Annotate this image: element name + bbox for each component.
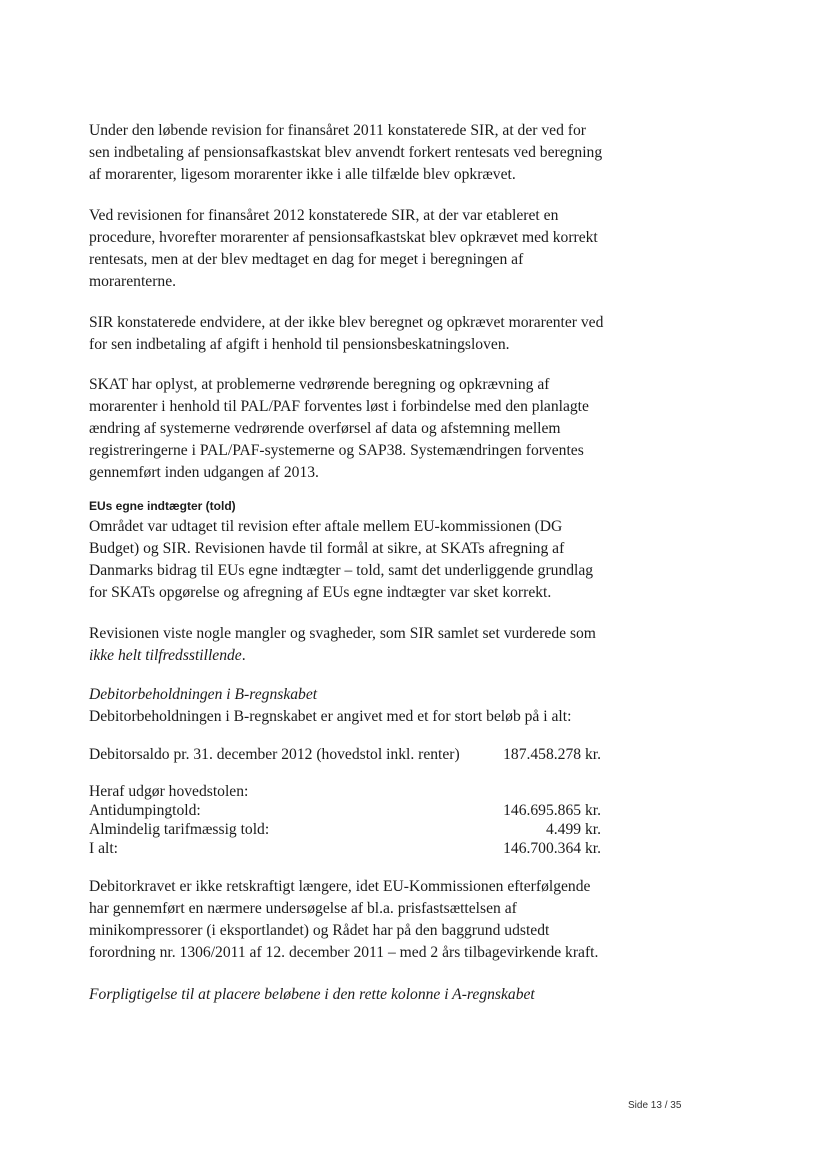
assessment-italic-text: ikke helt tilfredsstillende — [89, 647, 242, 664]
ledger-value: 146.700.364 kr. — [503, 840, 601, 857]
ledger-label: Heraf udgør hovedstolen: — [89, 783, 249, 800]
ledger-label: Antidumpingtold: — [89, 802, 201, 819]
ledger-value: 4.499 kr. — [545, 821, 601, 838]
paragraph-debitorkravet: Debitorkravet er ikke retskraftigt længere, idet EU-Kommissionen efterfølgende har gennemført en nærmere undersøgelse af bl.a. prisfastsættelsen af minikompressorer (i eksportlandet) og Rådet har på den baggrund udstedt forordning nr. 1306/2011 af 12. december 2011 – med 2 års tilbagevirkende kraft. — [89, 878, 599, 961]
ledger-row-debitorsaldo — [89, 744, 601, 766]
paragraph-revision-2011: Under den løbende revision for finansåret 2011 konstaterede SIR, at der ved for sen indbetaling af pensionsafkastskat blev anvendt forkert rentesats ved beregning af morarenter, ligesom morarenter ikke i alle tilfælde blev opkrævet. — [89, 122, 603, 183]
paragraph-revisionen-viste-text: Revisionen viste nogle mangler og svagheder, som SIR samlet set vurderede som — [89, 625, 596, 642]
paragraph-revision-2012: Ved revisionen for finansåret 2012 konstaterede SIR, at der var etableret en procedure, hvorefter morarenter af pensionsafkastskat blev opkrævet med korrekt rentesats, men at der blev medtaget en dag for meget i beregningen af morarenterne. — [89, 207, 598, 290]
paragraph-omraadet: Området var udtaget til revision efter aftale mellem EU-kommissionen (DG Budget) og SIR. Revisionen havde til formål at sikre, at SKATs afregning af Danmarks bidrag til EUs egne indtægter – told, samt det underliggende grundlag for SKATs opgørelse og afregning af EUs egne indtægter var sket korrekt. — [89, 518, 594, 601]
section-heading-eu-egne-indtaegter: EUs egne indtægter (told) — [89, 499, 236, 513]
subheading-forpligtigelse: Forpligtigelse til at placere beløbene i den rette kolonne i A-regnskabet — [89, 986, 535, 1003]
paragraph-debitorbeholdningen: Debitorbeholdningen i B-regnskabet er angivet med et for stort beløb på i alt: — [89, 708, 572, 725]
paragraph-skat-oplyst: SKAT har oplyst, at problemerne vedrørende beregning og opkrævning af morarenter i henhold til PAL/PAF forventes løst i forbindelse med den planlagte ændring af systemerne vedrørende overførsel af data og afstemning mellem registreringerne i PAL/PAF-systemerne og SAP38. Systemændringen forventes gennemført inden udgangen af 2013. — [89, 376, 589, 481]
paragraph-sir-endvidere: SIR konstaterede endvidere, at der ikke blev beregnet og opkrævet morarenter ved for sen indbetaling af afgift i henhold til pensionsbeskatningsloven. — [89, 314, 604, 353]
ledger-value: 146.695.865 kr. — [503, 802, 601, 819]
ledger-label: Almindelig tarifmæssig told: — [89, 821, 270, 838]
page-number: Side 13 / 35 — [628, 1100, 682, 1111]
subheading-debitorbeholdningen: Debitorbeholdningen i B-regnskabet — [89, 686, 318, 703]
ledger-label: Debitorsaldo pr. 31. december 2012 (hovedstol inkl. renter) — [89, 746, 460, 763]
period: . — [241, 647, 246, 664]
paragraph-revisionen-viste — [89, 623, 609, 667]
ledger-row-i-alt — [89, 838, 601, 860]
ledger-value: 187.458.278 kr. — [503, 746, 601, 763]
ledger-label: I alt: — [89, 840, 119, 857]
